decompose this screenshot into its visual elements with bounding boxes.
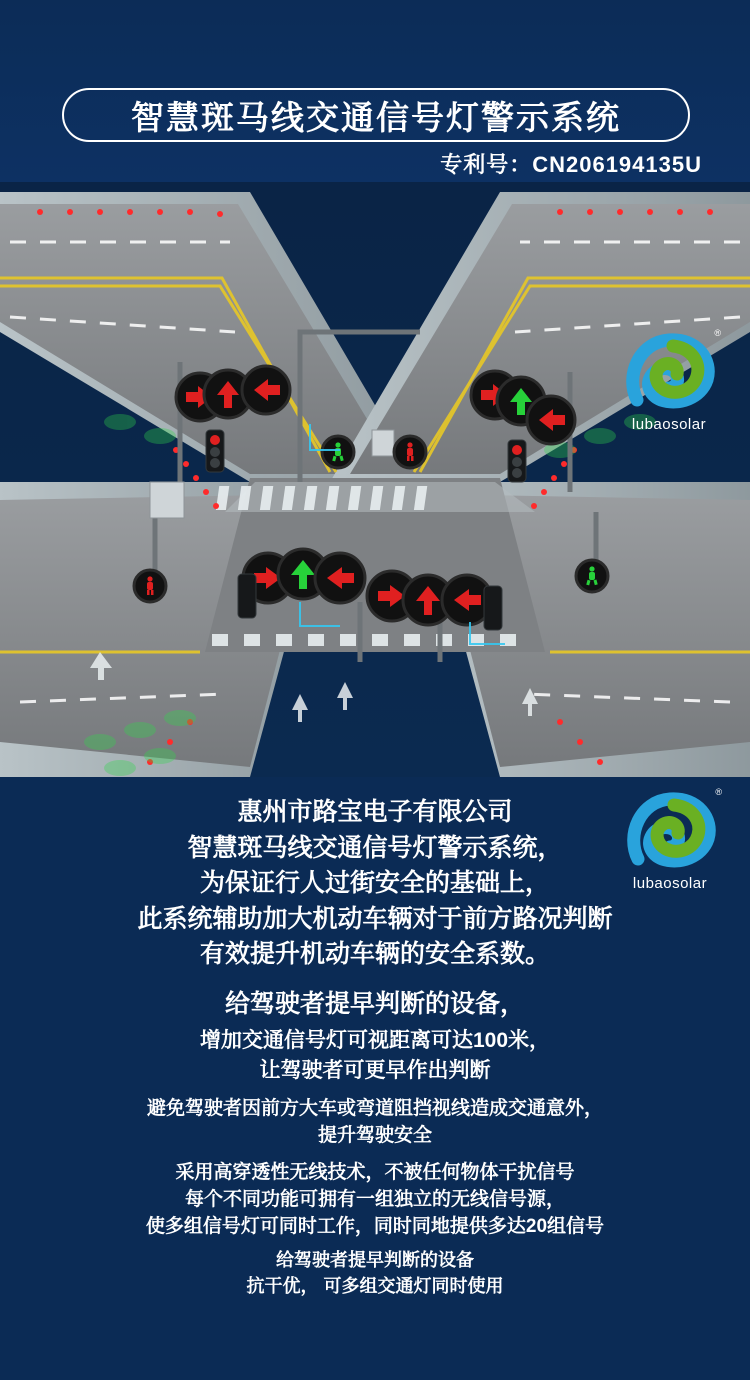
logo-mark-icon bbox=[621, 328, 721, 412]
company-line-3: 为保证行人过街安全的基础上， bbox=[199, 869, 550, 897]
wireless-line-2: 每个不同功能可拥有一组独立的无线信号源， bbox=[184, 1188, 565, 1210]
signal-group-mid-left bbox=[243, 549, 365, 603]
signal-group-top-left bbox=[176, 366, 290, 421]
visibility-line-2: 让驾驶者可更早作出判断 bbox=[259, 1058, 491, 1082]
summary-line-2: 抗干优， 可多组交通灯同时使用 bbox=[246, 1276, 504, 1297]
brand-logo-bottom bbox=[606, 787, 734, 903]
company-line-2: 智慧斑马线交通信号灯警示系统， bbox=[187, 833, 563, 862]
safety-line-1: 避免驾驶者因前方大车或弯道阻挡视线造成交通意外， bbox=[146, 1097, 603, 1119]
brand-name: lubaosolar bbox=[631, 416, 707, 433]
company-line-4: 此系统辅助加大机动车辆对于前方路况判断 bbox=[137, 904, 613, 933]
description-section bbox=[0, 777, 750, 1380]
logo-mark-icon-2 bbox=[622, 787, 722, 871]
brand-logo-top bbox=[606, 328, 732, 448]
summary-line-1: 给驾驶者提早判断的设备 bbox=[276, 1250, 474, 1271]
brand-name-2: lubaosolar bbox=[632, 875, 708, 892]
page-title: 智慧斑马线交通信号灯警示系统 bbox=[131, 98, 621, 136]
wireless-line-3: 使多组信号灯可同时工作，同时同地提供多达20组信号 bbox=[145, 1215, 605, 1237]
feature-block-wireless bbox=[0, 1160, 750, 1241]
feature-block-summary bbox=[0, 1248, 750, 1299]
safety-line-2: 提升驾驶安全 bbox=[317, 1124, 432, 1146]
patent-label: 专利号： bbox=[440, 152, 533, 177]
feature-heading: 给驾驶者提早判断的设备， bbox=[224, 989, 525, 1018]
patent-line bbox=[440, 148, 702, 179]
wireless-line-1: 采用高穿透性无线技术，不被任何物体干扰信号 bbox=[175, 1161, 575, 1183]
company-line-5: 有效提升机动车辆的安全系数。 bbox=[199, 940, 550, 968]
intersection-svg bbox=[0, 182, 750, 777]
feature-block-visibility bbox=[0, 1026, 750, 1086]
feature-block-safety bbox=[0, 1096, 750, 1150]
header bbox=[0, 0, 750, 182]
registered-mark-2: ® bbox=[715, 787, 722, 797]
signal-group-mid-right bbox=[367, 571, 492, 625]
title-box bbox=[62, 88, 690, 142]
company-line-1: 惠州市路宝电子有限公司 bbox=[237, 798, 513, 826]
intersection-illustration bbox=[0, 182, 750, 777]
visibility-line-1: 增加交通信号灯可视距离可达100米， bbox=[199, 1029, 551, 1052]
patent-number: CN206194135U bbox=[532, 152, 702, 177]
registered-mark: ® bbox=[714, 328, 721, 338]
